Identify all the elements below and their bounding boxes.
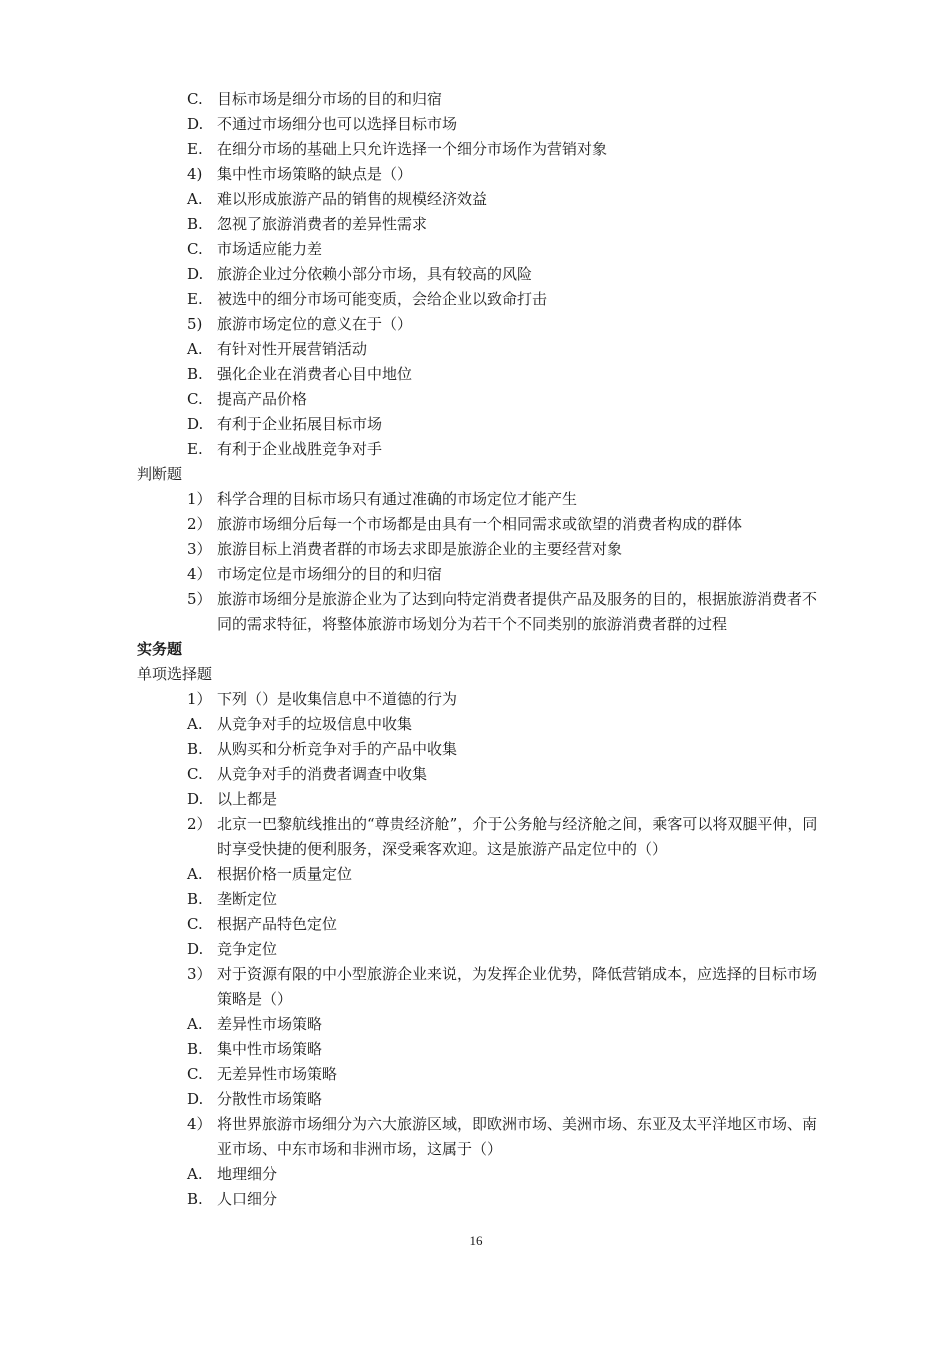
list-item [137, 212, 827, 237]
item-text: 以上都是 [217, 790, 278, 808]
item-marker: A. [187, 1165, 203, 1183]
list-item [137, 287, 827, 312]
item-marker: B. [187, 215, 203, 233]
list-item [137, 1012, 827, 1037]
item-marker: C. [187, 765, 203, 783]
list-item [137, 1037, 827, 1062]
item-text: 对于资源有限的中小型旅游企业来说，为发挥企业优势，降低营销成本，应选择的目标市场策略是（） [217, 965, 818, 1008]
item-text: 集中性市场策略的缺点是（） [217, 165, 413, 183]
item-marker: B. [187, 365, 203, 383]
item-marker: D. [187, 415, 204, 433]
item-text: 提高产品价格 [217, 390, 308, 408]
list-item [137, 1087, 827, 1112]
item-text: 将世界旅游市场细分为六大旅游区域，即欧洲市场、美洲市场、东亚及太平洋地区市场、南亚市场、中东市场和非洲市场，这属于（） [217, 1115, 818, 1158]
list-item [137, 1112, 827, 1162]
item-text: 无差异性市场策略 [217, 1065, 338, 1083]
item-marker: B. [187, 1190, 203, 1208]
item-marker: A. [187, 865, 203, 883]
item-text: 在细分市场的基础上只允许选择一个细分市场作为营销对象 [217, 140, 608, 158]
item-marker: 5) [187, 315, 203, 333]
item-text: 有利于企业拓展目标市场 [217, 415, 383, 433]
item-text: 市场定位是市场细分的目的和归宿 [217, 565, 443, 583]
item-marker: 2） [187, 515, 212, 533]
item-text: 被选中的细分市场可能变质，会给企业以致命打击 [217, 290, 548, 308]
page-number: 16 [469, 1233, 483, 1248]
item-text: 不通过市场细分也可以选择目标市场 [217, 115, 458, 133]
item-text: 垄断定位 [217, 890, 278, 908]
item-text: 旅游市场细分后每一个市场都是由具有一个相同需求或欲望的消费者构成的群体 [217, 515, 743, 533]
item-text: 人口细分 [217, 1190, 278, 1208]
list-item [137, 162, 827, 187]
item-text: 有利于企业战胜竞争对手 [217, 440, 383, 458]
list-item [137, 937, 827, 962]
item-marker: A. [187, 340, 203, 358]
item-text: 旅游目标上消费者群的市场去求即是旅游企业的主要经营对象 [217, 540, 623, 558]
list-item [137, 112, 827, 137]
item-text: 地理细分 [217, 1165, 278, 1183]
item-text: 旅游市场细分是旅游企业为了达到向特定消费者提供产品及服务的目的，根据旅游消费者不同的需求特征，将整体旅游市场划分为若干个不同类别的旅游消费者群的过程 [217, 590, 818, 633]
list-item [137, 137, 827, 162]
list-item [137, 1187, 827, 1212]
item-marker: A. [187, 1015, 203, 1033]
item-marker: 5） [187, 590, 212, 608]
section-heading: 实务题 [137, 640, 183, 658]
item-text: 根据产品特色定位 [217, 915, 338, 933]
item-text: 旅游企业过分依赖小部分市场，具有较高的风险 [217, 265, 533, 283]
item-marker: D. [187, 940, 204, 958]
item-marker: C. [187, 1065, 203, 1083]
list-item [137, 862, 827, 887]
item-text: 下列（）是收集信息中不道德的行为 [217, 690, 458, 708]
item-text: 有针对性开展营销活动 [217, 340, 368, 358]
list-item [137, 787, 827, 812]
list-item [137, 262, 827, 287]
page-content [137, 87, 827, 1212]
item-text: 差异性市场策略 [217, 1015, 323, 1033]
item-marker: C. [187, 915, 203, 933]
list-item [137, 512, 827, 537]
list-item [137, 1162, 827, 1187]
list-item [137, 387, 827, 412]
subsection-heading: 单项选择题 [137, 665, 213, 683]
list-item [137, 562, 827, 587]
list-item [137, 437, 827, 462]
item-text: 分散性市场策略 [217, 1090, 323, 1108]
item-marker: 1） [187, 690, 212, 708]
item-text: 根据价格一质量定位 [217, 865, 353, 883]
item-marker: 4） [187, 1115, 212, 1133]
item-marker: D. [187, 265, 204, 283]
item-text: 从竞争对手的消费者调查中收集 [217, 765, 428, 783]
list-item [137, 412, 827, 437]
list-item [137, 712, 827, 737]
subsection-heading: 判断题 [137, 465, 183, 483]
list-item [137, 962, 827, 1012]
item-text: 北京一巴黎航线推出的“尊贵经济舱”，介于公务舱与经济舱之间，乘客可以将双腿平伸，同时享受快捷的便利服务，深受乘客欢迎。这是旅游产品定位中的（） [217, 815, 818, 858]
list-item [137, 537, 827, 562]
item-marker: 4） [187, 565, 212, 583]
item-marker: A. [187, 190, 203, 208]
item-marker: B. [187, 740, 203, 758]
list-item [137, 737, 827, 762]
item-text: 旅游市场定位的意义在于（） [217, 315, 413, 333]
list-item [137, 1062, 827, 1087]
item-marker: 4) [187, 165, 203, 183]
list-item [137, 312, 827, 337]
item-marker: C. [187, 390, 203, 408]
item-text: 集中性市场策略 [217, 1040, 323, 1058]
list-item [137, 362, 827, 387]
list-item [137, 237, 827, 262]
item-marker: 3） [187, 540, 212, 558]
item-marker: D. [187, 115, 204, 133]
list-item [137, 812, 827, 862]
item-marker: D. [187, 1090, 204, 1108]
item-marker: 1） [187, 490, 212, 508]
item-text: 从竞争对手的垃圾信息中收集 [217, 715, 413, 733]
item-marker: D. [187, 790, 204, 808]
item-marker: 2） [187, 815, 212, 833]
item-text: 竞争定位 [217, 940, 278, 958]
item-text: 难以形成旅游产品的销售的规模经济效益 [217, 190, 488, 208]
item-text: 忽视了旅游消费者的差异性需求 [217, 215, 428, 233]
item-text: 科学合理的目标市场只有通过准确的市场定位才能产生 [217, 490, 578, 508]
item-marker: E. [187, 140, 203, 158]
item-marker: B. [187, 1040, 203, 1058]
item-marker: E. [187, 440, 203, 458]
list-item [137, 587, 827, 637]
item-marker: 3） [187, 965, 212, 983]
item-marker: B. [187, 890, 203, 908]
list-item [137, 187, 827, 212]
item-text: 强化企业在消费者心目中地位 [217, 365, 413, 383]
list-item [137, 887, 827, 912]
list-item [137, 912, 827, 937]
list-item [137, 487, 827, 512]
item-marker: E. [187, 290, 203, 308]
item-text: 目标市场是细分市场的目的和归宿 [217, 90, 443, 108]
item-marker: A. [187, 715, 203, 733]
list-item [137, 337, 827, 362]
list-item [137, 687, 827, 712]
list-item [137, 762, 827, 787]
item-text: 从购买和分析竞争对手的产品中收集 [217, 740, 458, 758]
item-text: 市场适应能力差 [217, 240, 323, 258]
item-marker: C. [187, 240, 203, 258]
list-item [137, 87, 827, 112]
item-marker: C. [187, 90, 203, 108]
